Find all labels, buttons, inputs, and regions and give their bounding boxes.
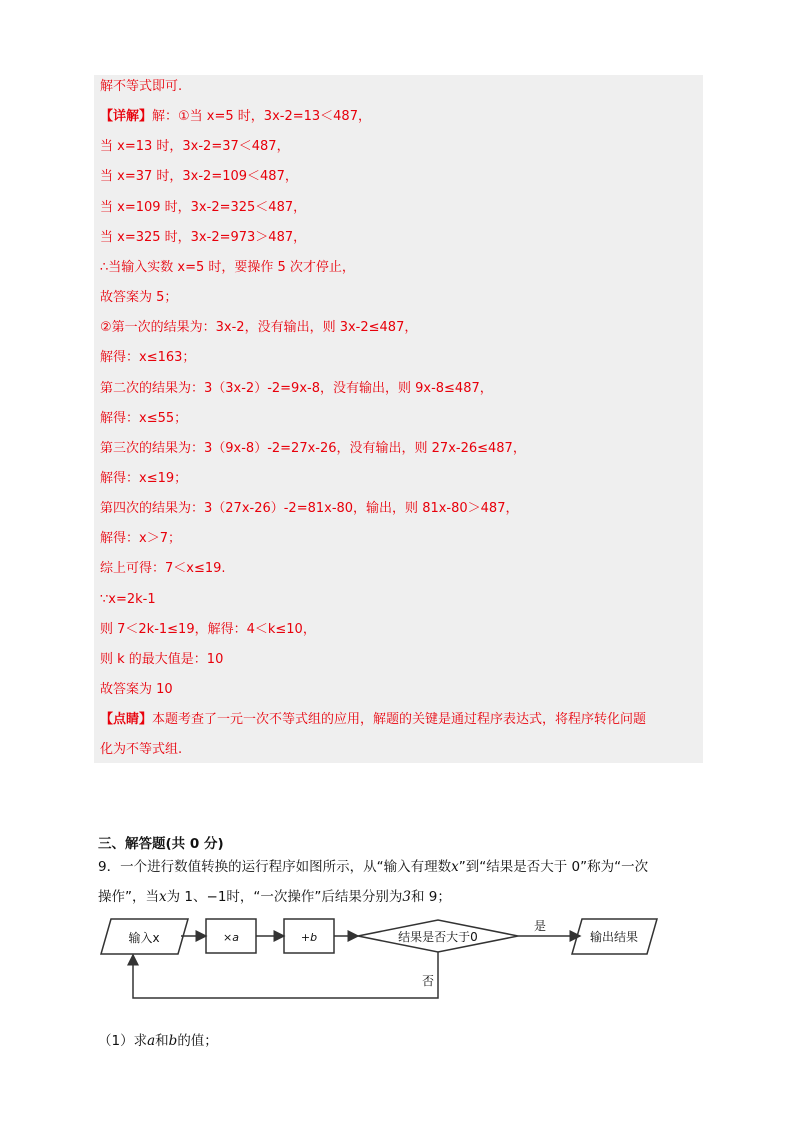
no-label: 否: [421, 974, 435, 988]
solution-line: 当 x=37 时，3x-2=109＜487，: [100, 169, 298, 184]
solution-line: 则 k 的最大值是：10: [100, 652, 224, 667]
solution-line: 故答案为 5；: [100, 290, 178, 305]
solution-line: 第二次的结果为：3（3x-2）-2=9x-8，没有输出，则 9x-8≤487，: [100, 381, 493, 396]
decision-label: 结果是否大于0: [398, 930, 478, 944]
comment-label: 【点睛】: [100, 712, 153, 727]
solution-line: 【点睛】本题考查了一元一次不等式组的应用，解题的关键是通过程序表达式，将程序转化问题: [100, 712, 647, 727]
solution-line: 综上可得：7＜x≤19.: [100, 561, 226, 576]
output-label: 输出结果: [589, 930, 639, 944]
solution-line: 当 x=13 时，3x-2=37＜487，: [100, 139, 290, 154]
sub-question-1: （1）求a和b的值；: [98, 1033, 218, 1049]
solution-line: 解得：x≤19；: [100, 471, 188, 486]
solution-line: 解得：x≤163；: [100, 350, 196, 365]
solution-line: 当 x=325 时，3x-2=973＞487，: [100, 230, 307, 245]
solution-line: ∵x=2k-1: [100, 592, 156, 607]
solution-line: 【详解】解：①当 x=5 时，3x-2=13＜487，: [100, 109, 371, 124]
solution-line: ∴当输入实数 x=5 时，要操作 5 次才停止，: [100, 260, 355, 275]
solution-line: 解不等式即可.: [100, 79, 183, 94]
question-line-1: 9．一个进行数值转换的运行程序如图所示，从“输入有理数x”到“结果是否大于 0”称为“一次: [98, 859, 649, 875]
solution-line: 解得：x＞7；: [100, 531, 181, 546]
solution-line: 则 7＜2k-1≤19，解得：4＜k≤10，: [100, 622, 316, 637]
solution-line: 第四次的结果为：3（27x-26）-2=81x-80，输出，则 81x-80＞487，: [100, 501, 519, 516]
solution-line: ②第一次的结果为：3x-2，没有输出，则 3x-2≤487，: [100, 320, 418, 335]
solution-line: 当 x=109 时，3x-2=325＜487，: [100, 200, 307, 215]
multiply-label: ×a: [223, 931, 239, 944]
solution-line: 故答案为 10: [100, 682, 173, 697]
yes-label: 是: [533, 919, 547, 933]
loop-arrow: [133, 952, 438, 998]
add-label: +b: [300, 931, 318, 944]
input-label: 输入x: [128, 931, 160, 945]
solution-line: 化为不等式组.: [100, 742, 183, 757]
solution-line: 第三次的结果为：3（9x-8）-2=27x-26，没有输出，则 27x-26≤487，: [100, 441, 526, 456]
section-title: 三、解答题(共 0 分): [98, 836, 224, 852]
solution-line: 解得：x≤55；: [100, 411, 188, 426]
question-line-2: 操作”，当x为 1、−1时，“一次操作”后结果分别为3和 9；: [98, 889, 451, 905]
detail-label: 【详解】: [100, 109, 153, 124]
